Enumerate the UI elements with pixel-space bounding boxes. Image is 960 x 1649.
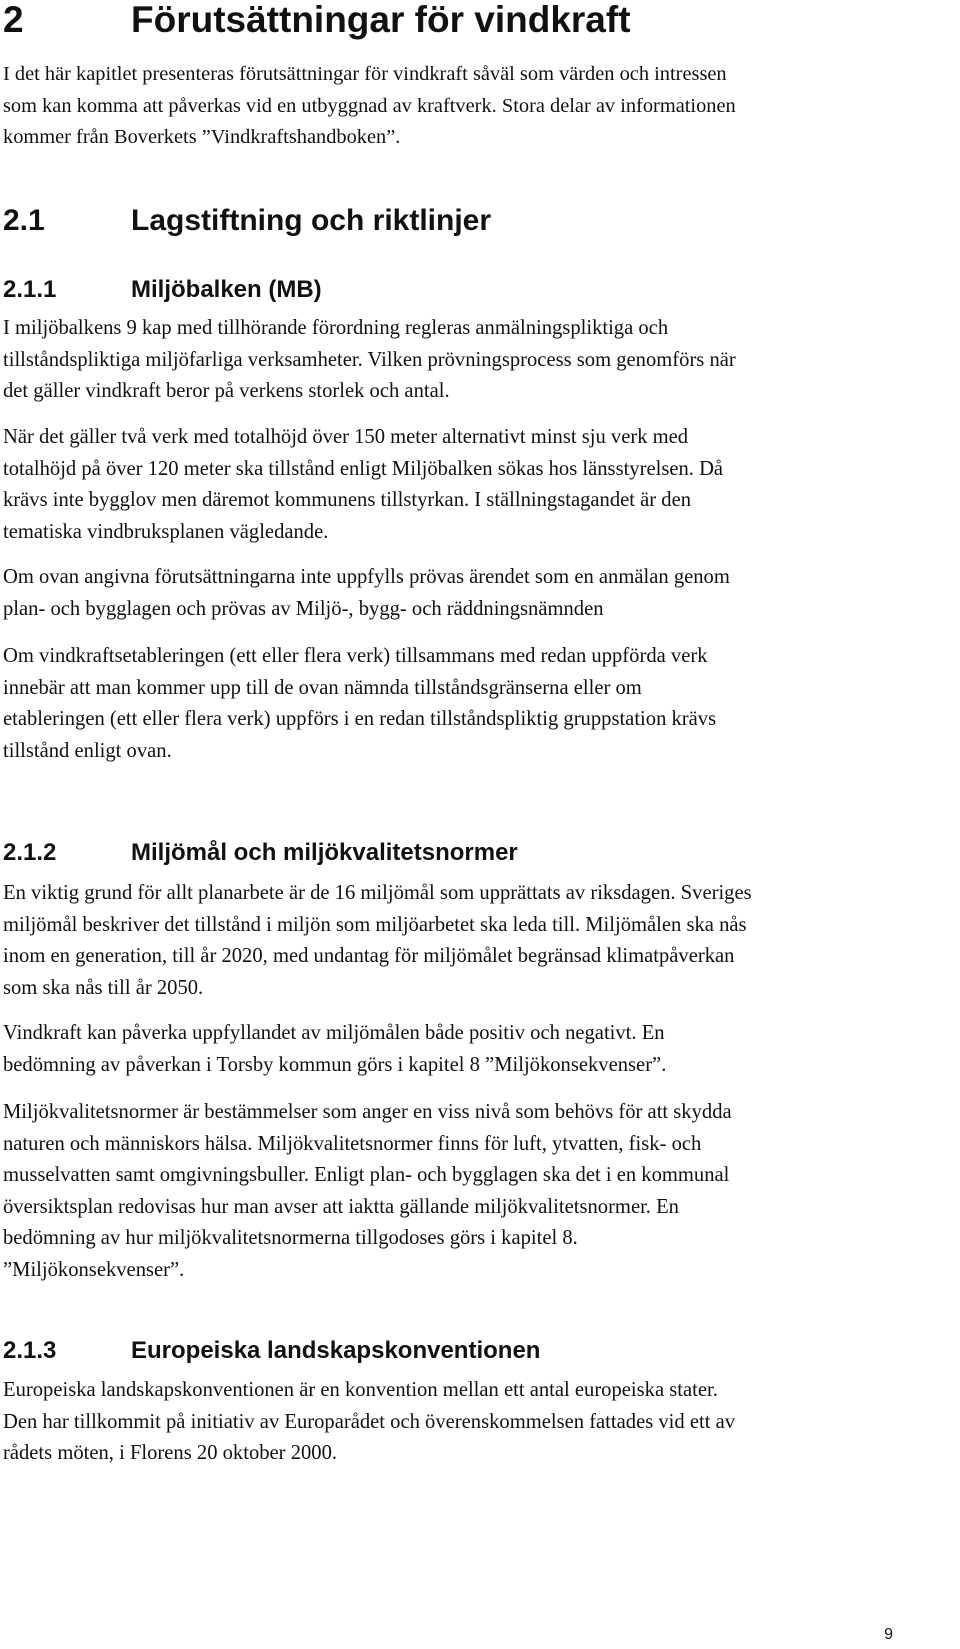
section-heading-2-1-1 (3, 276, 322, 304)
paragraph (3, 1375, 958, 1470)
chapter-number: 2 (3, 0, 24, 40)
chapter-title: Förutsättningar för vindkraft (131, 0, 631, 40)
text-line: bedömning av påverkan i Torsby kommun görs i kapitel 8 ”Miljökonsekvenser”. (3, 1053, 667, 1076)
paragraph (3, 313, 958, 408)
section-number: 2.1.2 (3, 839, 57, 866)
text-line: tematiska vindbruksplanen vägledande. (3, 520, 329, 543)
text-line: musselvatten samt omgivningsbuller. Enligt plan- och bygglagen ska det i en kommunal (3, 1164, 730, 1186)
intro-line: I det här kapitlet presenteras förutsättningar för vindkraft såväl som värden och intressen (3, 63, 727, 85)
intro-paragraph (3, 59, 958, 154)
text-line: I miljöbalkens 9 kap med tillhörande förordning regleras anmälningspliktiga och (3, 317, 669, 339)
text-line: Vindkraft kan påverka uppfyllandet av miljömålen både positiv och negativt. En (3, 1022, 665, 1044)
text-line: Miljökvalitetsnormer är bestämmelser som anger en viss nivå som behövs för att skydda (3, 1101, 732, 1123)
text-line: krävs inte bygglov men däremot kommunens tillstyrkan. I ställningstagandet är den (3, 489, 692, 511)
text-line: Om vindkraftsetableringen (ett eller flera verk) tillsammans med redan uppförda verk (3, 645, 708, 667)
section-number: 2.1.3 (3, 1337, 57, 1364)
text-line: Den har tillkommit på initiativ av Europarådet och överenskommelsen fattades vid ett av (3, 1410, 736, 1433)
text-line: innebär att man kommer upp till de ovan nämnda tillståndsgränserna eller om (3, 676, 642, 699)
chapter-heading (3, 0, 631, 40)
paragraph (3, 1018, 958, 1081)
text-line: Europeiska landskapskonventionen är en konvention mellan ett antal europeiska stater. (3, 1379, 718, 1401)
paragraph (3, 641, 958, 767)
section-title: Europeiska landskapskonventionen (131, 1337, 541, 1364)
section-title: Miljöbalken (MB) (131, 276, 322, 303)
section-number: 2.1.1 (3, 276, 57, 303)
text-line: naturen och människors hälsa. Miljökvalitetsnormer finns för luft, ytvatten, fisk- och (3, 1132, 702, 1155)
text-line: tillståndspliktiga miljöfarliga verksamheter. Vilken prövningsprocess som genomförs när (3, 348, 736, 371)
paragraph (3, 422, 958, 548)
text-line: som ska nås till år 2050. (3, 976, 204, 999)
text-line: tillstånd enligt ovan. (3, 739, 172, 762)
text-line: inom en generation, till år 2020, med undantag för miljömålet begränsad klimatpåverkan (3, 945, 735, 967)
section-title: Miljömål och miljökvalitetsnormer (131, 839, 518, 866)
text-line: miljömål beskriver det tillstånd i miljön som miljöarbetet ska leda till. Miljömålen ska nås (3, 913, 747, 936)
text-line: ”Miljökonsekvenser”. (3, 1258, 185, 1281)
section-number: 2.1 (3, 204, 45, 237)
paragraph (3, 878, 958, 1004)
text-line: etableringen (ett eller flera verk) uppförs i en redan tillståndspliktig gruppstation krävs (3, 708, 717, 730)
section-heading-2-1-3 (3, 1337, 540, 1365)
paragraph (3, 1097, 958, 1286)
text-line: När det gäller två verk med totalhöjd över 150 meter alternativt minst sju verk med (3, 426, 689, 448)
text-line: totalhöjd på över 120 meter ska tillstånd enligt Miljöbalken sökas hos länsstyrelsen. Då (3, 457, 724, 480)
section-heading-2-1 (3, 204, 491, 238)
text-line: rådets möten, i Florens 20 oktober 2000. (3, 1442, 338, 1464)
intro-line: som kan komma att påverkas vid en utbyggnad av kraftverk. Stora delar av informationen (3, 94, 736, 117)
intro-line: kommer från Boverkets ”Vindkraftshandboken”. (3, 126, 401, 148)
page-number: 9 (884, 1626, 893, 1643)
text-line: översiktsplan redovisas hur man avser att iaktta gällande miljökvalitetsnormer. En (3, 1195, 679, 1218)
section-heading-2-1-2 (3, 839, 518, 867)
text-line: Om ovan angivna förutsättningarna inte uppfylls prövas ärendet som en anmälan genom (3, 566, 730, 588)
text-line: bedömning av hur miljökvalitetsnormerna tillgodoses görs i kapitel 8. (3, 1227, 578, 1249)
text-line: det gäller vindkraft beror på verkens storlek och antal. (3, 380, 450, 402)
paragraph (3, 562, 958, 625)
text-line: plan- och bygglagen och prövas av Miljö-, bygg- och räddningsnämnden (3, 597, 604, 620)
section-title: Lagstiftning och riktlinjer (131, 204, 492, 237)
text-line: En viktig grund för allt planarbete är de 16 miljömål som upprättats av riksdagen. Sveriges (3, 882, 752, 904)
